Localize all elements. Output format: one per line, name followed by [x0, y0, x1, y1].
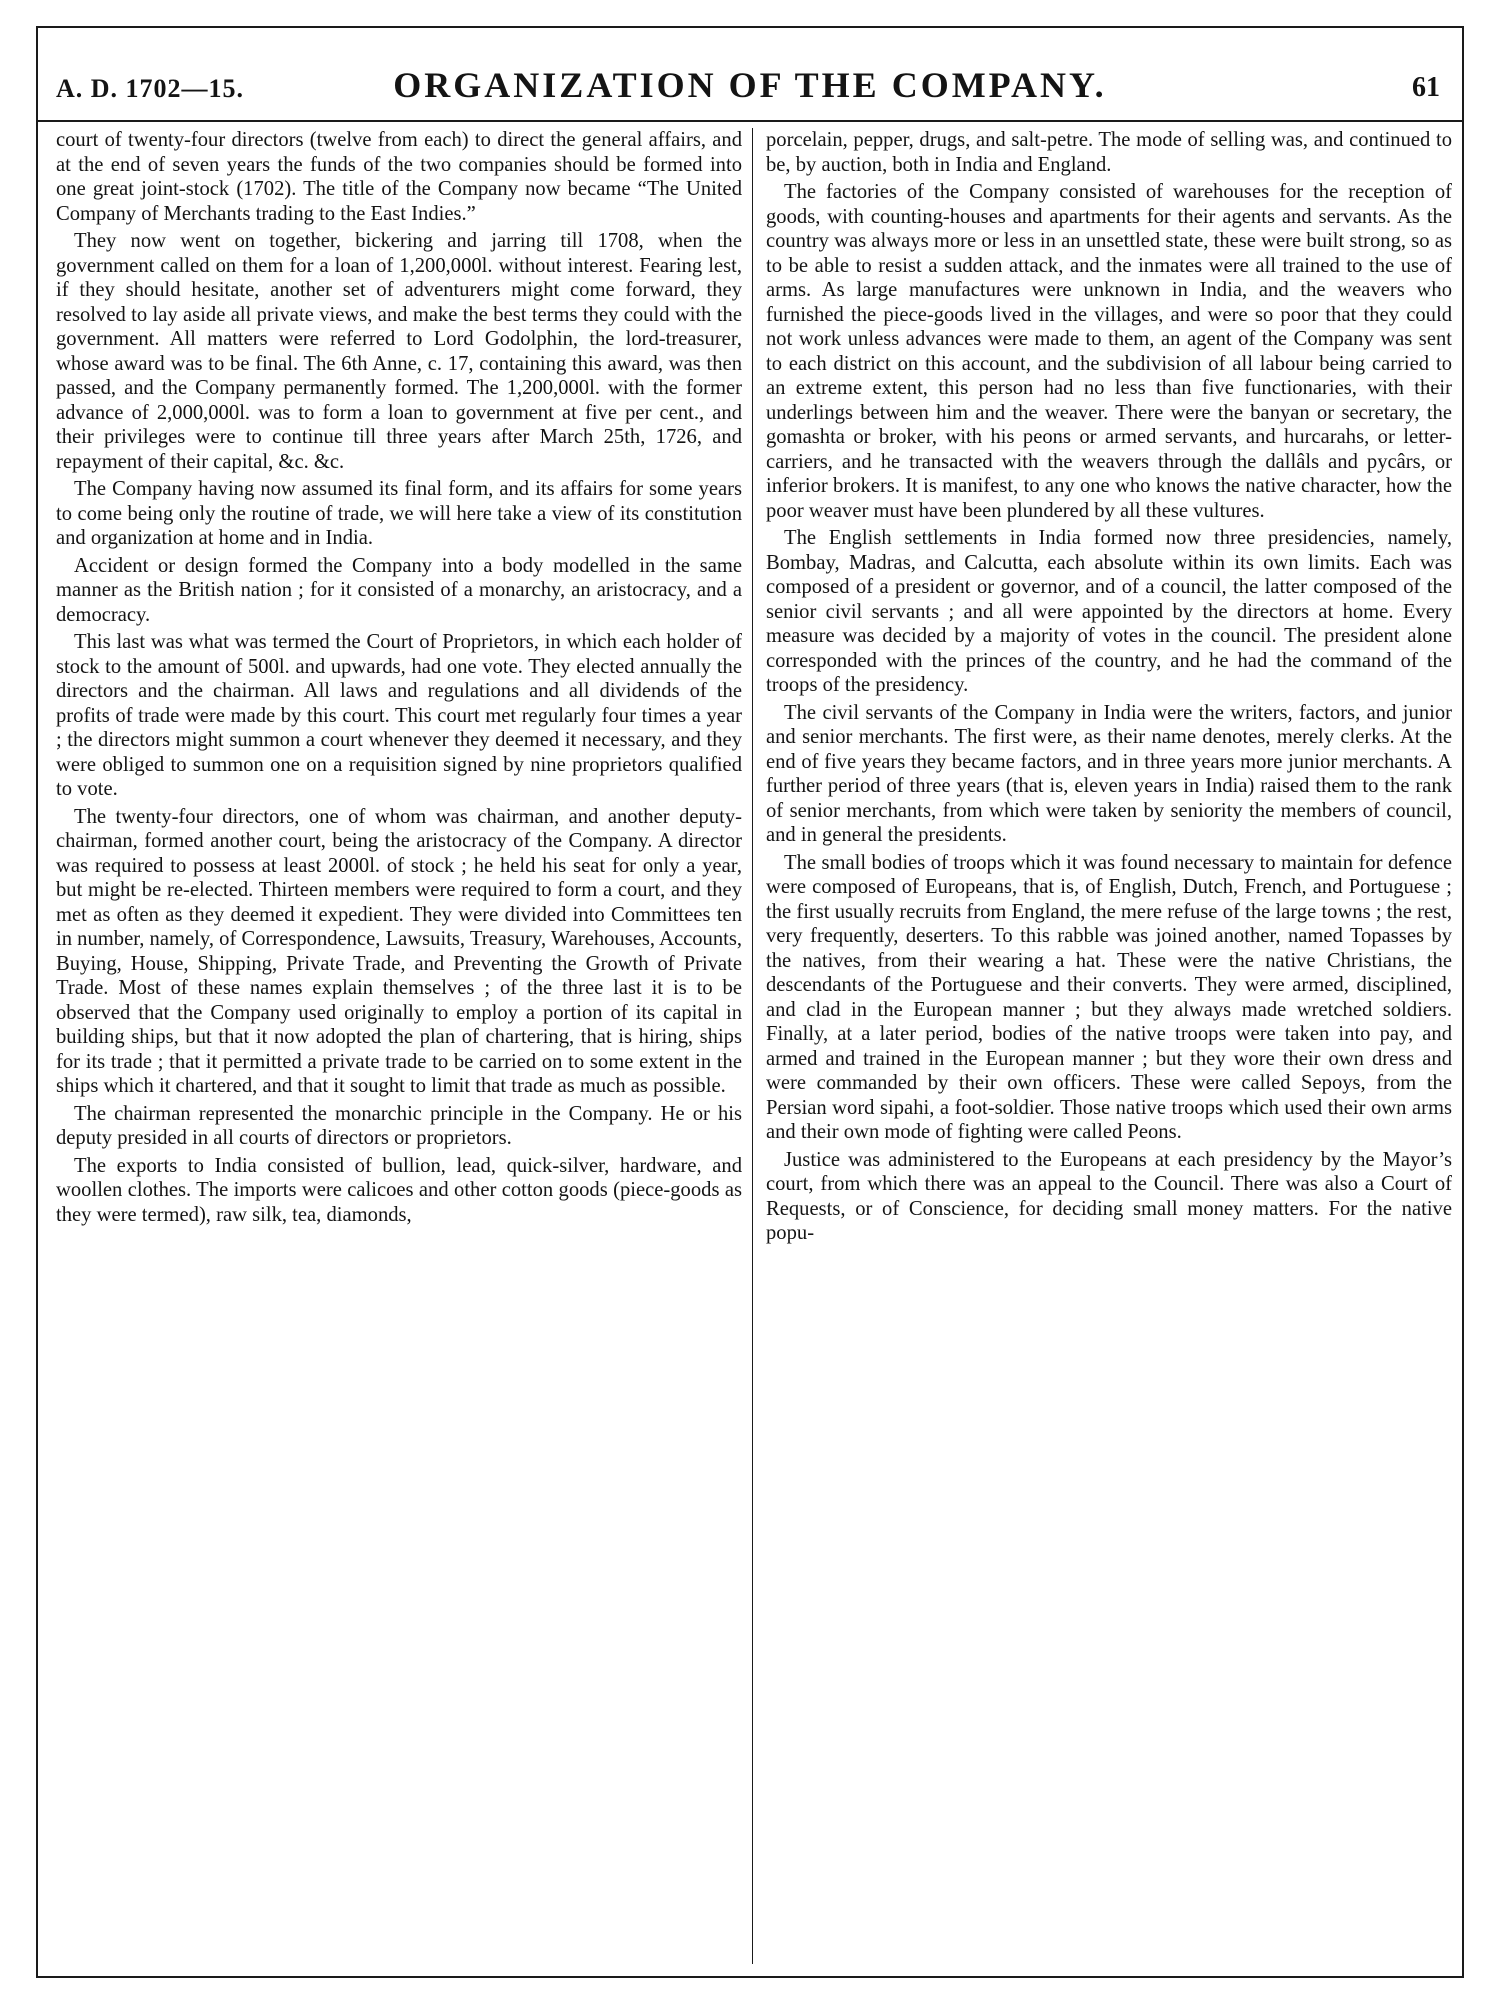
- paragraph: porcelain, pepper, drugs, and salt-petre. The mode of selling was, and continued to be, by auction, both in India and England.: [766, 129, 1452, 176]
- paragraph: The exports to India consisted of bullion, lead, quick-silver, hardware, and woollen clothes. The imports were calicoes and other cotton goods (piece-goods as they were termed), raw silk, tea, diamonds,: [56, 1154, 742, 1226]
- paragraph: The twenty-four directors, one of whom was chairman, and another deputy-chairman, formed another court, being the aristocracy of the Company. A director was required to possess at least 2000l. of stock ; he held his seat for only a year, but might be re-elected. Thirteen members were required to form a court, and they met as often as they deemed it expedient. They were divided into Committees ten in number, namely, of Correspondence, Lawsuits, Treasury, Warehouses, Accounts, Buying, House, Shipping, Private Trade, and Preventing the Growth of Private Trade. Most of these names explain themselves ; of the three last it is to be observed that the Company used originally to employ a portion of its capital in building ships, but that it now adopted the plan of chartering, that is hiring, ships for its trade ; that it permitted a private trade to be carried on to some extent in the ships which it chartered, and that it sought to limit that trade as much as possible.: [56, 805, 742, 1097]
- paragraph: Justice was administered to the Europeans at each presidency by the Mayor’s court, from which there was an appeal to the Council. There was also a Court of Requests, or of Conscience, for deciding small money matters. For the native popu-: [766, 1148, 1452, 1244]
- book-page: [36, 26, 1464, 1978]
- column-divider: [752, 128, 753, 1964]
- header-date-range: A. D. 1702—15.: [56, 74, 245, 103]
- paragraph: This last was what was termed the Court of Proprietors, in which each holder of stock to the amount of 500l. and upwards, had one vote. They elected annually the directors and the chairman. All laws and regulations and all dividends of the profits of trade were made by this court. This court met regularly four times a year ; the directors might summon a court whenever they deemed it necessary, and they were obliged to summon one on a requisition signed by nine proprietors qualified to vote.: [56, 631, 742, 800]
- paragraph: The civil servants of the Company in India were the writers, factors, and junior and senior merchants. The first were, as their name denotes, merely clerks. At the end of five years they became factors, and in three years more junior merchants. A further period of three years (that is, eleven years in India) raised them to the rank of senior merchants, from which were taken by seniority the members of council, and in general the presidents.: [766, 701, 1452, 846]
- paragraph: The English settlements in India formed now three presidencies, namely, Bombay, Madras, and Calcutta, each absolute within its own limits. Each was composed of a president or governor, and of a council, the latter composed of the senior civil servants ; and all were appointed by the directors at home. Every measure was decided by a majority of votes in the council. The president alone corresponded with the princes of the country, and he had the command of the troops of the presidency.: [766, 527, 1452, 696]
- paragraph: The chairman represented the monarchic principle in the Company. He or his deputy presided in all courts of directors or proprietors.: [56, 1102, 742, 1149]
- header-title: ORGANIZATION OF THE COMPANY.: [393, 65, 1107, 105]
- left-column: [56, 128, 742, 1964]
- paragraph: They now went on together, bickering and jarring till 1708, when the government called on them for a loan of 1,200,000l. without interest. Fearing lest, if they should hesitate, another set of adventurers might come forward, they resolved to lay aside all private views, and make the best terms they could with the government. All matters were referred to Lord Godolphin, the lord-treasurer, whose award was to be final. The 6th Anne, c. 17, containing this award, was then passed, and the Company permanently formed. The 1,200,000l. with the former advance of 2,000,000l. was to form a loan to government at five per cent., and their privileges were to continue till three years after March 25th, 1726, and repayment of their capital, &c. &c.: [56, 230, 742, 473]
- running-header: [38, 28, 1462, 122]
- paragraph: The factories of the Company consisted of warehouses for the reception of goods, with counting-houses and apartments for their agents and servants. As the country was always more or less in an unsettled state, these were built strong, so as to be able to resist a sudden attack, and the inmates were all trained to the use of arms. As large manufactures were unknown in India, and the weavers who furnished the piece-goods lived in the villages, and were so poor that they could not work unless advances were made to them, an agent of the Company was sent to each district on this account, and the subdivision of all labour being carried to an extreme extent, this person had no less than five functionaries, with their underlings between him and the weaver. There were the banyan or secretary, the gomashta or broker, with his peons or armed servants, and hurcarahs, or letter-carriers, and he transacted with the weavers through the dallâls and pycârs, or inferior brokers. It is manifest, to any one who knows the native character, how the poor weaver must have been plundered by all these vultures.: [766, 181, 1452, 522]
- paragraph: Accident or design formed the Company into a body modelled in the same manner as the British nation ; for it consisted of a monarchy, an aristocracy, and a democracy.: [56, 554, 742, 626]
- paragraph: The small bodies of troops which it was found necessary to maintain for defence were composed of Europeans, that is, of English, Dutch, French, and Portuguese ; the first usually recruits from England, the mere refuse of the large towns ; the rest, very frequently, deserters. To this rabble was joined another, named Topasses by the natives, from their wearing a hat. These were the native Christians, the descendants of the Portuguese and their converts. They were armed, disciplined, and clad in the European manner ; but they always made wretched soldiers. Finally, at a later period, bodies of the native troops were taken into pay, and armed and trained in the European manner ; but they wore their own dress and were commanded by their own officers. These were called Sepoys, from the Persian word sipahi, a foot-soldier. Those native troops which used their own arms and their own mode of fighting were called Peons.: [766, 851, 1452, 1143]
- page-number: 61: [1412, 72, 1440, 103]
- paragraph: court of twenty-four directors (twelve from each) to direct the general affairs, and at the end of seven years the funds of the two companies should be formed into one great joint-stock (1702). The title of the Company now became “The United Company of Merchants trading to the East Indies.”: [56, 129, 742, 225]
- paragraph: The Company having now assumed its final form, and its affairs for some years to come being only the routine of trade, we will here take a view of its constitution and organization at home and in India.: [56, 478, 742, 549]
- right-column: [766, 128, 1452, 1964]
